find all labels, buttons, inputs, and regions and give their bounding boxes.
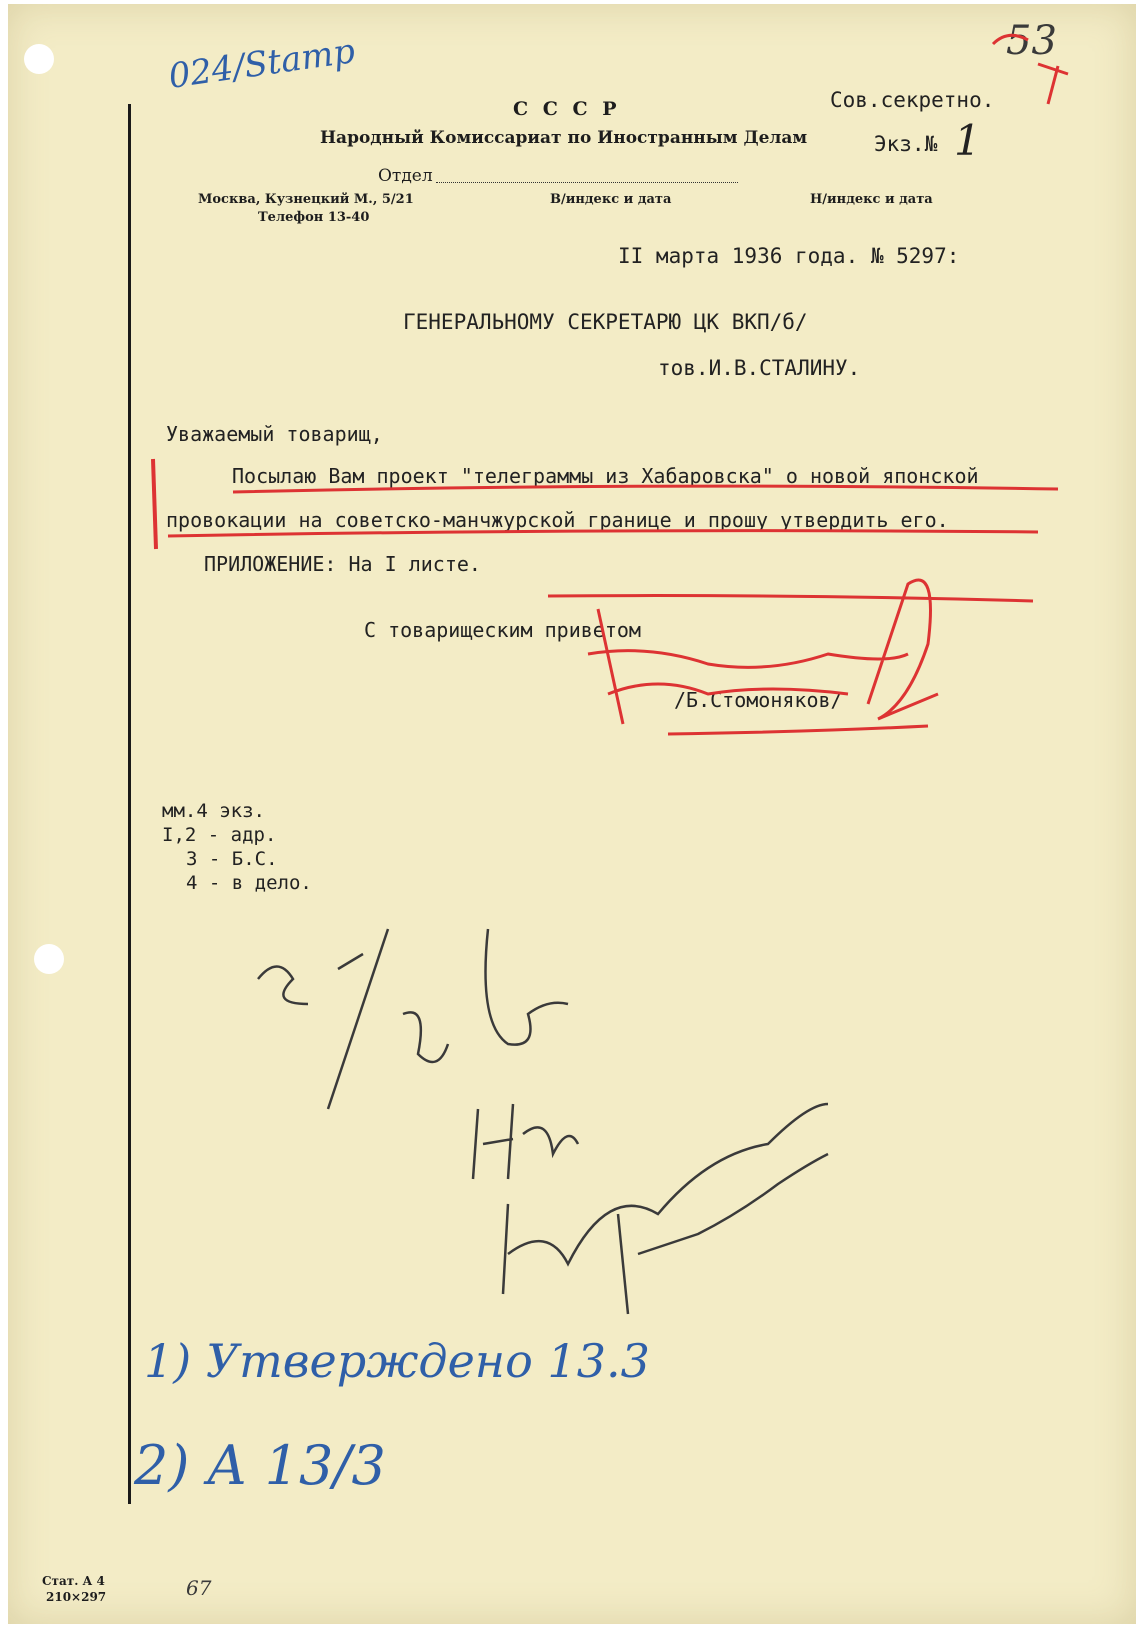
attachment-note: ПРИЛОЖЕНИЕ: На I листе.: [204, 552, 481, 576]
letterhead-address: Москва, Кузнецкий М., 5/21: [198, 192, 414, 207]
distribution-line-2: I,2 - адр.: [162, 824, 277, 846]
pencil-signature-2: [473, 1104, 578, 1179]
paper-format-label: Стат. А 4: [42, 1574, 105, 1588]
distribution-line-3: 3 - Б.С.: [186, 848, 278, 870]
outgoing-index-label: Н/индекс и дата: [810, 192, 933, 207]
red-signature: [548, 580, 1033, 734]
copy-number-label: Экз.№: [874, 132, 938, 156]
red-corner-mark: [993, 35, 1068, 104]
addressee-line-1: ГЕНЕРАЛЬНОМУ СЕКРЕТАРЮ ЦК ВКП/б/: [403, 310, 808, 334]
red-underline-2: [168, 531, 1038, 536]
letter-date-number: II марта 1936 года. № 5297:: [618, 244, 960, 268]
document-page: [8, 4, 1136, 1624]
paper-format-size: 210×297: [46, 1590, 107, 1604]
letterhead-country: С С С Р: [513, 98, 621, 120]
copy-number-value: 1: [954, 116, 981, 165]
secrecy-classification: Сов.секретно.: [830, 88, 995, 112]
handwritten-bottom-number: 67: [186, 1576, 212, 1600]
distribution-line-1: мм.4 экз.: [162, 800, 265, 822]
letterhead-phone: Телефон 13-40: [258, 210, 370, 225]
body-line-1: Посылаю Вам проект "телеграммы из Хабаровска" о новой японской: [232, 464, 979, 488]
closing-phrase: С товарищеским приветом: [364, 618, 641, 642]
handwritten-page-number: 53: [1006, 18, 1057, 64]
department-label: Отдел: [378, 166, 433, 186]
handwritten-archive-mark: 2) А 13/3: [134, 1434, 386, 1497]
pencil-signature-4: [618, 1154, 828, 1314]
red-margin-bar: [153, 459, 156, 549]
letterhead-commissariat: Народный Комиссариат по Иностранным Делам: [320, 128, 808, 148]
pencil-signature-3: [503, 1104, 828, 1294]
handwritten-approval: 1) Утверждено 13.3: [144, 1334, 650, 1388]
salutation: Уважаемый товарищ,: [166, 422, 383, 446]
body-line-2: провокации на советско-манчжурской границе и прошу утвердить его.: [166, 508, 949, 532]
handwritten-registration-note: 024/Stamp: [166, 31, 358, 97]
distribution-line-4: 4 - в дело.: [186, 872, 312, 894]
pen-marks-layer: [8, 4, 1136, 1624]
signer-name: /Б.Стомоняков/: [674, 688, 843, 712]
red-underline-1: [233, 486, 1058, 492]
pencil-signature-1: [258, 929, 568, 1109]
addressee-line-2: тов.И.В.СТАЛИНУ.: [658, 356, 861, 380]
incoming-index-label: В/индекс и дата: [550, 192, 672, 207]
